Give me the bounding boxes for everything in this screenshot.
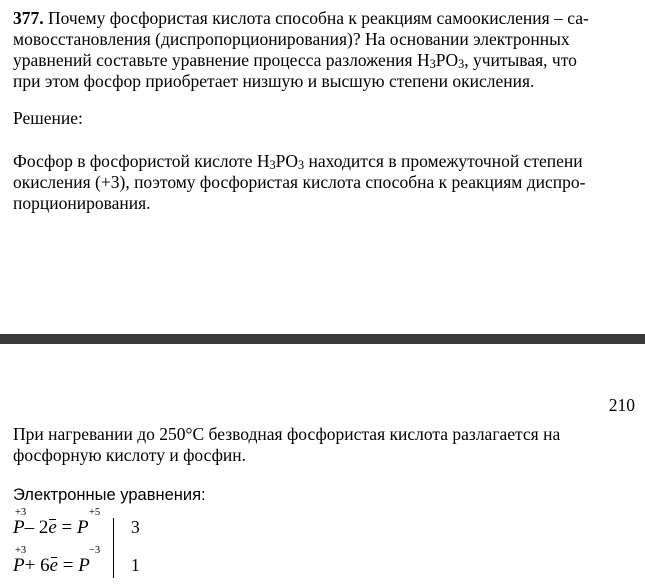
solution-line-2: окисления (+3), поэтому фосфористая кислота способна к реакциям диспро- xyxy=(13,172,586,192)
oxidation-state-left: +3 xyxy=(15,507,27,518)
page-break-divider xyxy=(0,334,645,344)
problem-statement xyxy=(13,8,635,92)
equation-divider-line xyxy=(113,518,114,578)
oxidation-state-right: −3 xyxy=(89,545,101,556)
equation-expression: P+ 6e = P xyxy=(13,555,90,576)
page-number: 210 xyxy=(608,395,635,415)
problem-line-1: 377. Почему фосфористая кислота способна к реакциям самоокисления – са- xyxy=(13,8,589,28)
problem-line-4: при этом фосфор приобретает низшую и высшую степени окисления. xyxy=(13,71,535,91)
heating-line-1: При нагревании до 250°С безводная фосфористая кислота разлагается на xyxy=(13,424,561,444)
oxidation-state-left: +3 xyxy=(15,545,27,556)
problem-number: 377. xyxy=(13,8,44,28)
oxidation-state-right: +5 xyxy=(89,507,101,518)
electronic-equations-label: Электронные уравнения: xyxy=(13,486,206,504)
solution-line-3: порционирования. xyxy=(13,193,151,213)
solution-text xyxy=(13,151,635,214)
equation-coefficient: 3 xyxy=(131,517,140,537)
equation-expression: P– 2e = P xyxy=(13,517,89,538)
equation-coefficient: 1 xyxy=(131,555,140,575)
heating-paragraph xyxy=(13,424,635,466)
heating-line-2: фосфорную кислоту и фосфин. xyxy=(13,445,247,465)
problem-line-2: мовосстановления (диспропорционирования)? На основании электронных xyxy=(13,29,570,49)
problem-line-3: уравнений составьте уравнение процесса разложения $H_3PO_3$, учитывая, что xyxy=(13,50,577,71)
solution-line-1: Фосфор в фосфористой кислоте $H_3PO_3$ находится в промежуточной степени xyxy=(13,151,583,172)
solution-label: Решение: xyxy=(13,108,83,128)
